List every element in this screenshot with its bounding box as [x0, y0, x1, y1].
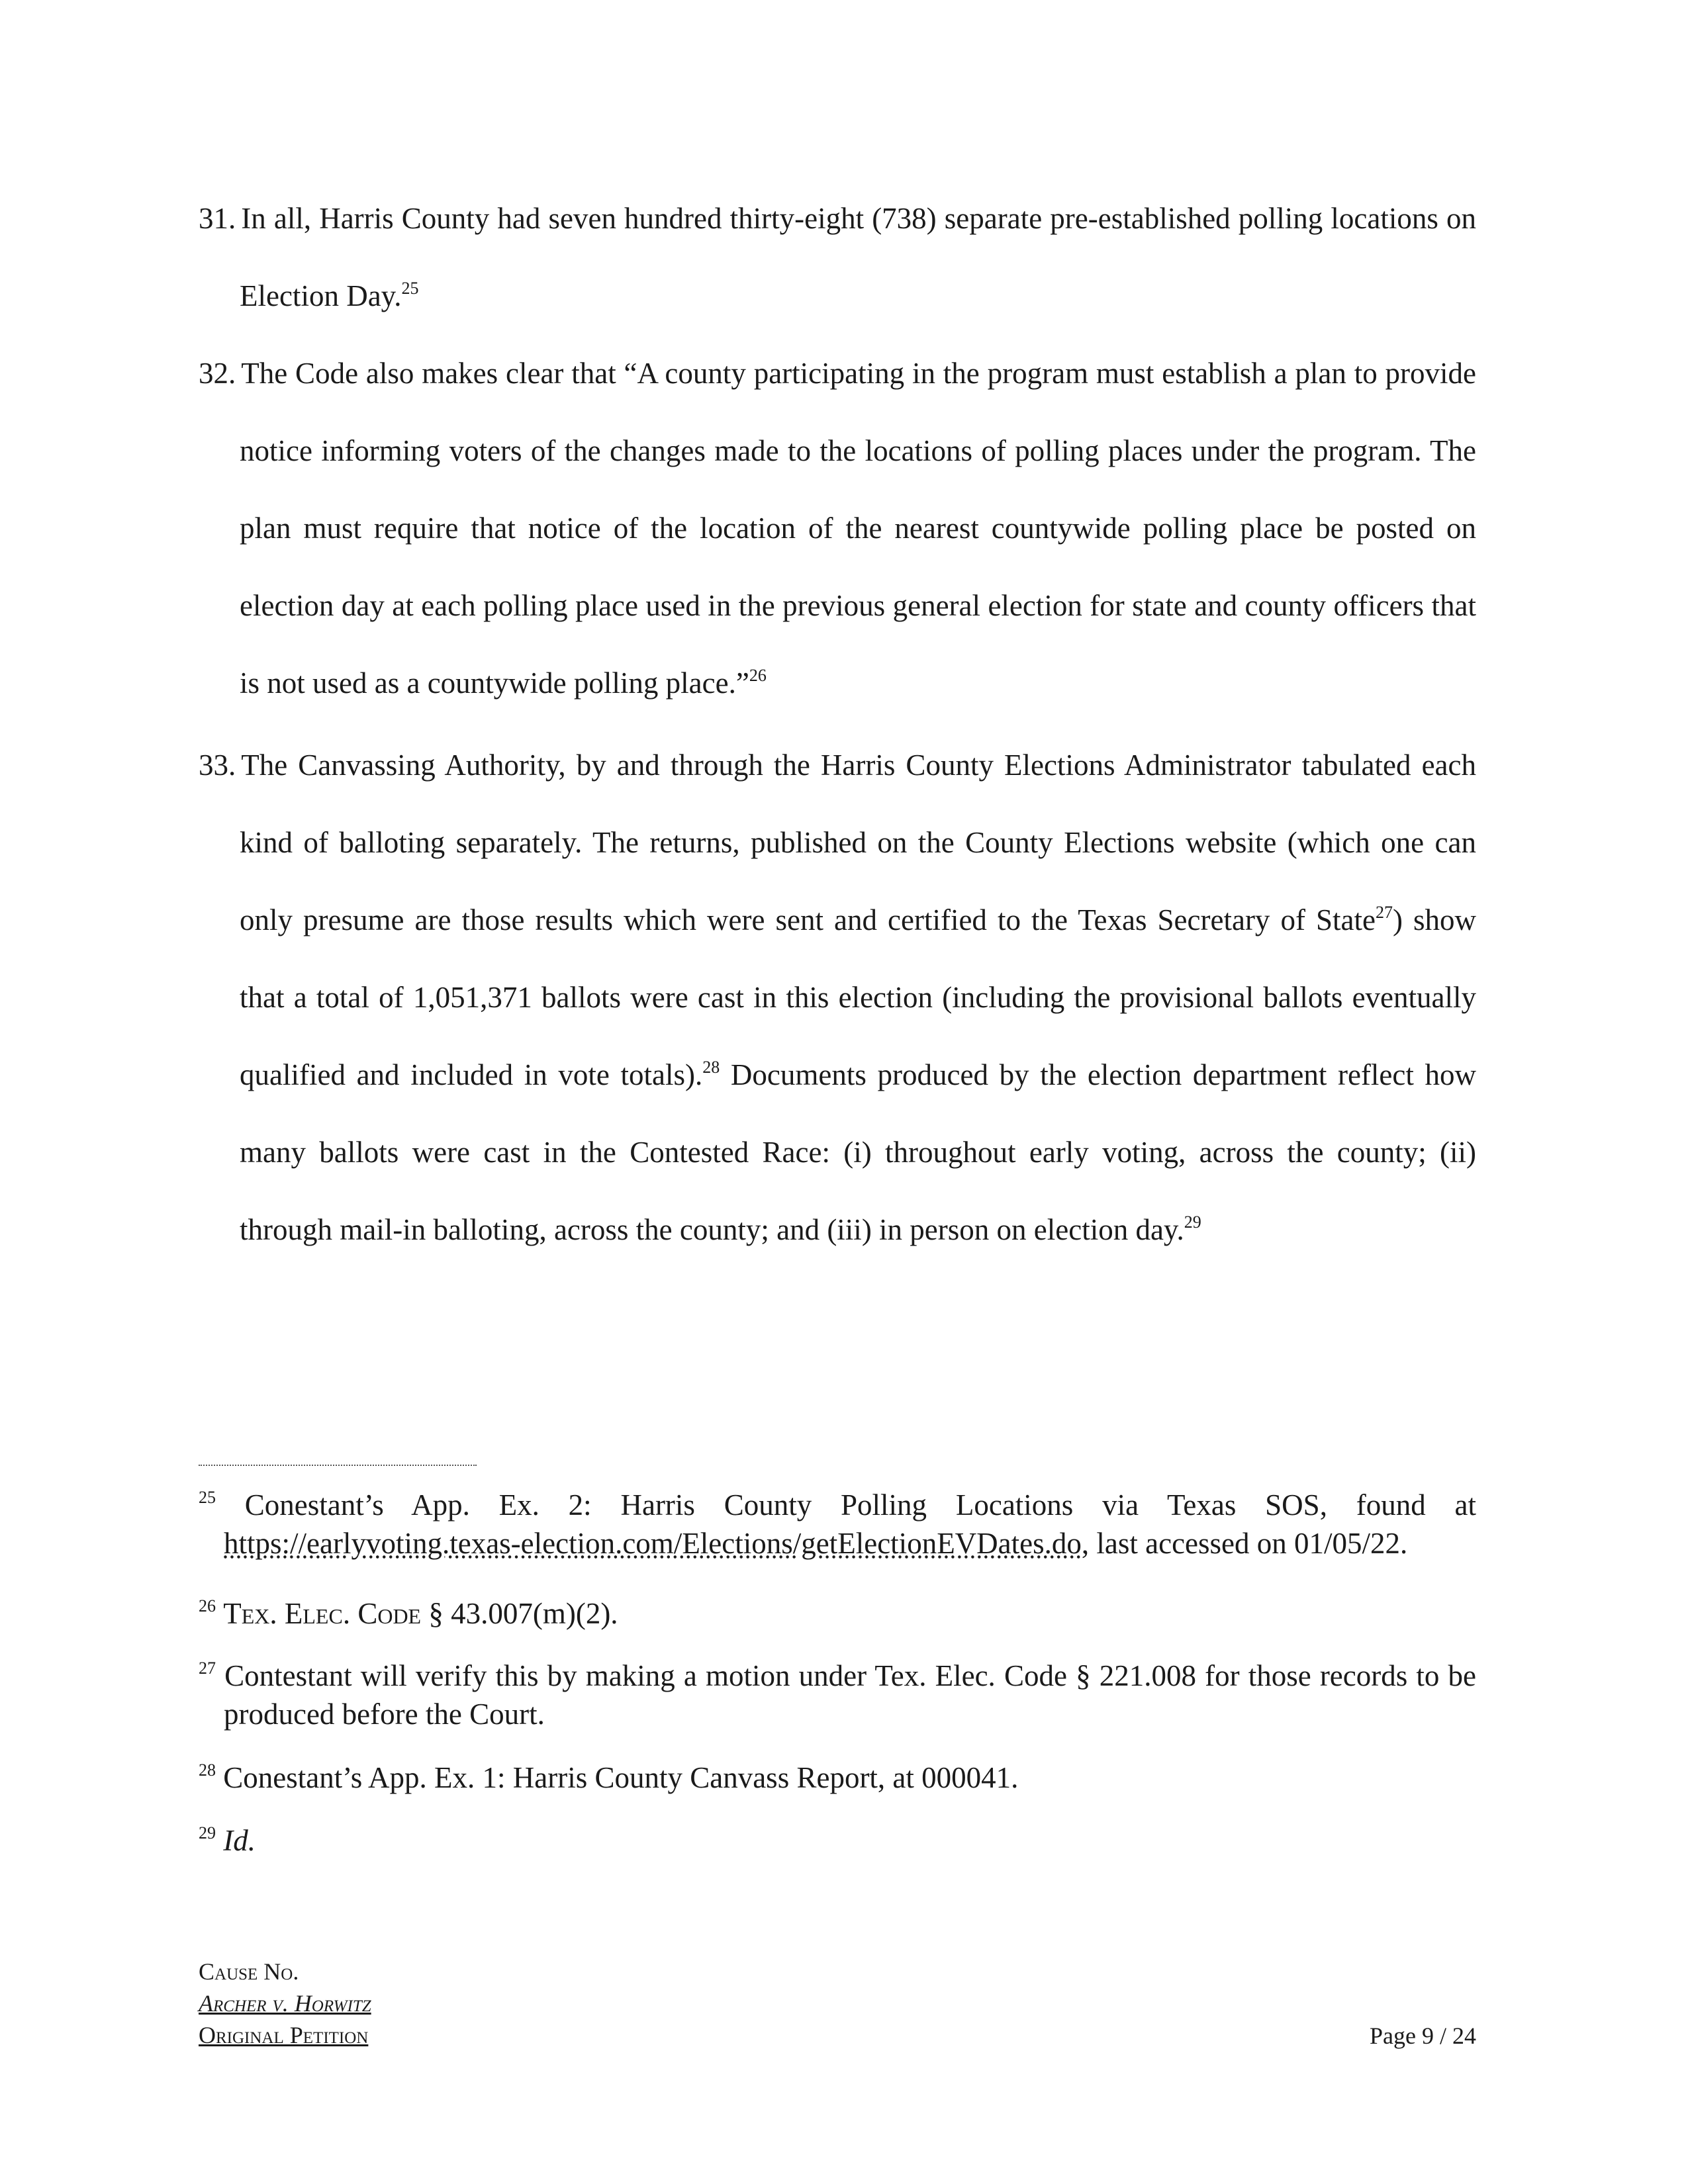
footnote-separator — [199, 1465, 477, 1466]
footnote-ref[interactable]: 28 — [702, 1058, 720, 1077]
footnote-text: Contestant will verify this by making a motion under Tex. Elec. Code § 221.008 for those records to be produced before the Court. — [224, 1659, 1476, 1731]
document-type: Original Petition — [199, 2022, 369, 2048]
footnote-ref[interactable]: 26 — [749, 666, 767, 685]
footnote-number: 28 — [199, 1760, 216, 1780]
footnote-28 — [199, 1758, 1476, 1797]
paragraph-31 — [199, 180, 1476, 335]
footnote-ref[interactable]: 25 — [401, 279, 419, 298]
case-name: Archer v. Horwitz — [199, 1990, 371, 2017]
paragraph-text-b: ) show that a total of 1,051,371 ballots were cast in this election (including the provisional ballots eventually qualified and included in vote totals). — [240, 903, 1476, 1091]
footnote-number: 27 — [199, 1659, 216, 1678]
paragraph-number: 31. — [199, 202, 236, 235]
footer-caption — [199, 1956, 371, 2051]
footnote-number: 26 — [199, 1596, 216, 1615]
paragraph-text-a: The Canvassing Authority, by and through the Harris County Elections Administrator tabulated each kind of balloting separately. The returns, published on the County Elections website (which one can only presume are those results which were sent and certified to the Texas Secretary of State — [240, 749, 1476, 936]
footnote-text: Conestant’s App. Ex. 1: Harris County Canvass Report, at 000041. — [223, 1761, 1019, 1794]
footnote-number: 29 — [199, 1823, 216, 1843]
footnote-text: Id. — [223, 1824, 256, 1857]
footnote-ref[interactable]: 29 — [1184, 1212, 1201, 1232]
footnote-text-post: , last accessed on 01/05/22. — [1081, 1527, 1408, 1560]
footnote-text: Conestant’s App. Ex. 2: Harris County Polling Locations via Texas SOS, found at — [244, 1488, 1477, 1522]
footnote-26 — [199, 1594, 1476, 1633]
paragraph-text: In all, Harris County had seven hundred thirty-eight (738) separate pre-established polling locations on Election Day. — [240, 202, 1476, 312]
paragraph-32 — [199, 335, 1476, 722]
footnote-27 — [199, 1657, 1476, 1733]
footnote-ref[interactable]: 27 — [1375, 903, 1393, 922]
footnote-link[interactable]: https://earlyvoting.texas-election.com/Elections/getElectionEVDates.do — [224, 1527, 1082, 1560]
footnote-29 — [199, 1821, 1476, 1860]
paragraph-33 — [199, 727, 1476, 1269]
footnote-text: § 43.007(m)(2). — [421, 1597, 618, 1630]
paragraph-text: The Code also makes clear that “A county participating in the program must establish a plan to provide notice informing voters of the changes made to the locations of polling places under the program. The plan must require that notice of the location of the nearest countywide polling place be posted on election day at each polling place used in the previous general election for state and county officers that is not used as a countywide polling place.” — [240, 357, 1476, 700]
paragraph-text-c: Documents produced by the election department reflect how many ballots were cast in the Contested Race: (i) throughout early voting, across the county; (ii) through mail-in balloting, across the county; and (iii) in person on election day. — [240, 1058, 1476, 1246]
code-name: Tex. Elec. Code — [223, 1597, 422, 1630]
paragraph-number: 32. — [199, 357, 236, 390]
cause-number: Cause No. — [199, 1958, 299, 1985]
page-number: Page 9 / 24 — [1370, 2023, 1476, 2049]
footnote-number: 25 — [199, 1488, 216, 1507]
paragraph-number: 33. — [199, 749, 236, 782]
footnote-25 — [199, 1486, 1476, 1563]
